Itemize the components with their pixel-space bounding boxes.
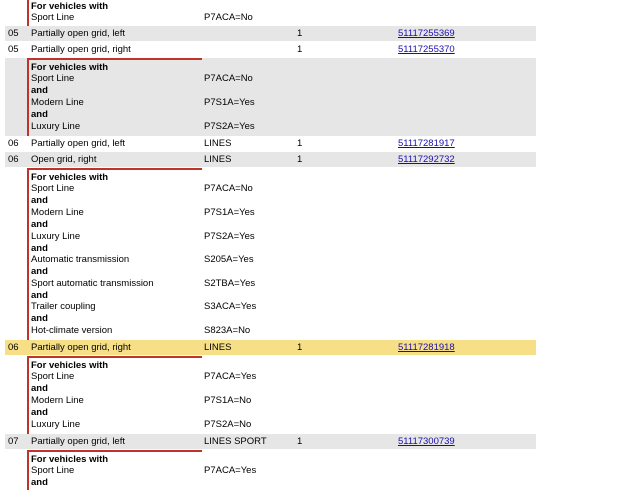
condition-top-line [27,168,202,170]
part-description: Partially open grid, right [31,342,131,353]
condition-code: S823A=No [204,325,251,336]
part-row[interactable] [5,136,536,152]
part-quantity: 1 [297,154,303,165]
part-item-number: 07 [8,436,19,447]
condition-keyword: and [31,313,48,324]
condition-keyword: and [31,243,48,254]
part-description: Open grid, right [31,154,97,165]
part-option-code: LINES [204,342,232,353]
condition-option: Luxury Line [31,121,81,132]
condition-code: P7ACA=No [204,73,253,84]
part-item-number: 05 [8,44,19,55]
condition-marker [27,450,29,490]
condition-code: P7ACA=Yes [204,465,257,476]
condition-keyword: and [31,407,48,418]
part-description: Partially open grid, right [31,44,131,55]
vehicle-condition-block [5,450,536,490]
condition-option: Luxury Line [31,231,81,242]
condition-option: Automatic transmission [31,254,130,265]
condition-option: Sport Line [31,465,75,476]
condition-option: Modern Line [31,97,84,108]
condition-keyword: and [31,85,48,96]
condition-marker [27,58,29,136]
part-number-link[interactable]: 51117292732 [398,154,455,165]
condition-option: Trailer coupling [31,301,96,312]
part-option-code: LINES SPORT [204,436,267,447]
part-item-number: 06 [8,138,19,149]
part-description: Partially open grid, left [31,138,125,149]
condition-keyword: For vehicles with [31,172,109,183]
condition-keyword: and [31,477,48,488]
condition-keyword: and [31,290,48,301]
part-quantity: 1 [297,28,303,39]
condition-marker [27,168,29,340]
condition-code: P7S2A=Yes [204,231,255,242]
part-option-code: LINES [204,154,232,165]
part-row[interactable] [5,26,536,42]
part-number-link[interactable]: 51117300739 [398,436,455,447]
part-number-link[interactable]: 51117255370 [398,44,455,55]
part-row[interactable] [5,42,536,58]
condition-code: P7ACA=No [204,12,253,23]
condition-marker [27,0,29,26]
part-quantity: 1 [297,342,303,353]
condition-code: P7S1A=No [204,395,252,406]
condition-option: Sport Line [31,73,75,84]
part-description: Partially open grid, left [31,436,125,447]
part-row[interactable] [5,152,536,168]
condition-option: Modern Line [31,395,84,406]
condition-code: S2TBA=Yes [204,278,256,289]
condition-keyword: and [31,383,48,394]
condition-top-line [27,58,202,60]
part-number-link[interactable]: 51117281917 [398,138,455,149]
condition-keyword: and [31,219,48,230]
condition-keyword: and [31,195,48,206]
condition-keyword: For vehicles with [31,1,109,12]
part-item-number: 06 [8,154,19,165]
condition-option: Sport Line [31,183,75,194]
part-quantity: 1 [297,436,303,447]
part-number-link[interactable]: 51117281918 [398,342,455,353]
condition-top-line [27,356,202,358]
condition-keyword: For vehicles with [31,62,109,73]
part-quantity: 1 [297,44,303,55]
condition-marker [27,356,29,434]
condition-code: P7S1A=Yes [204,207,255,218]
condition-option: Sport Line [31,371,75,382]
part-option-code: LINES [204,138,232,149]
condition-option: Sport Line [31,12,75,23]
condition-code: P7S2A=No [204,419,252,430]
condition-keyword: For vehicles with [31,454,109,465]
vehicle-condition-block [5,58,536,136]
condition-code: P7S2A=Yes [204,121,255,132]
condition-code: S3ACA=Yes [204,301,257,312]
part-description: Partially open grid, left [31,28,125,39]
part-quantity: 1 [297,138,303,149]
parts-table [5,0,536,490]
condition-option: Luxury Line [31,419,81,430]
condition-option: Hot-climate version [31,325,113,336]
condition-option: Modern Line [31,207,84,218]
condition-code: P7ACA=No [204,183,253,194]
vehicle-condition-block [5,356,536,434]
condition-code: S205A=Yes [204,254,254,265]
condition-option: Sport automatic transmission [31,278,154,289]
vehicle-condition-block [5,168,536,340]
condition-code: P7ACA=Yes [204,371,257,382]
part-row[interactable] [5,434,536,450]
condition-code: P7S1A=Yes [204,97,255,108]
condition-keyword: and [31,109,48,120]
part-number-link[interactable]: 51117255369 [398,28,455,39]
condition-top-line [27,450,202,452]
vehicle-condition-block [5,0,536,26]
part-item-number: 05 [8,28,19,39]
condition-keyword: For vehicles with [31,360,109,371]
part-item-number: 06 [8,342,19,353]
part-row[interactable] [5,340,536,356]
condition-keyword: and [31,266,48,277]
